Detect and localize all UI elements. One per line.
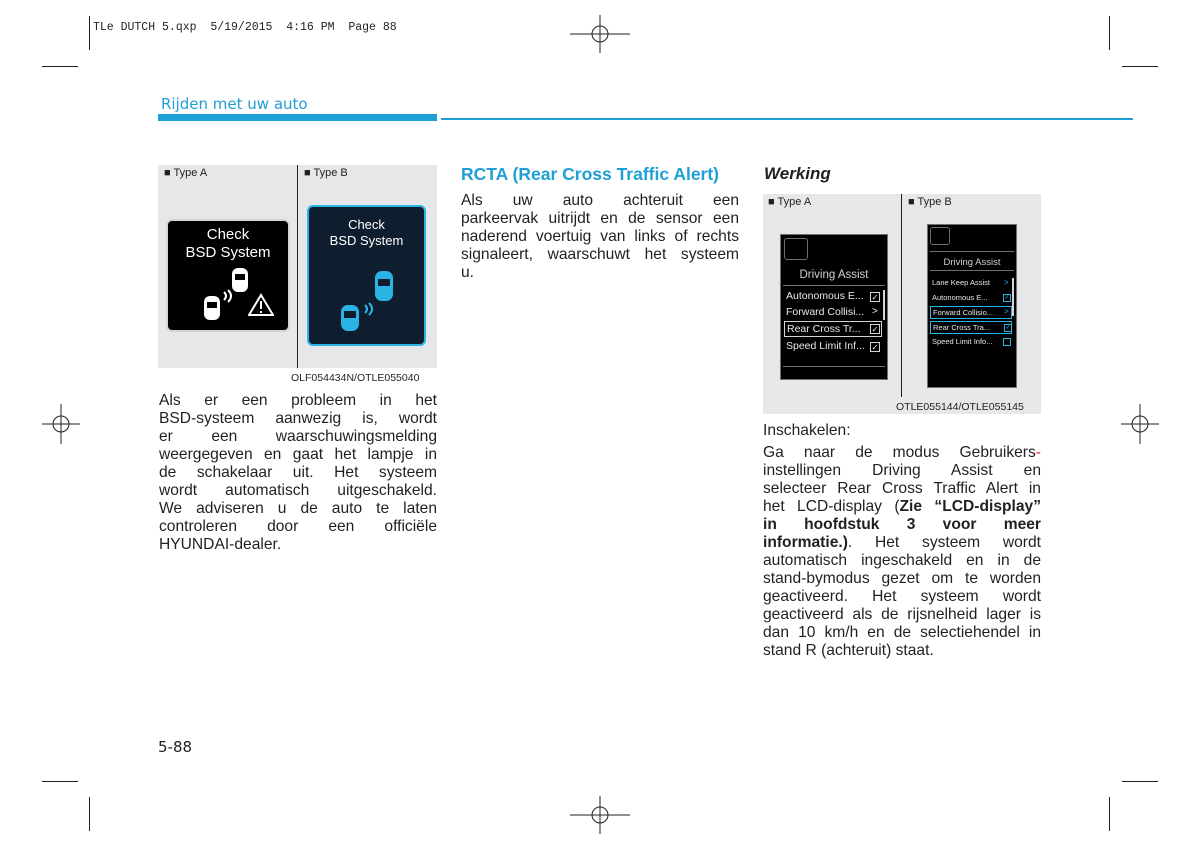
text-line: de schakelaar uit. Het systeem xyxy=(159,464,437,481)
text-fragment: het LCD-display ( xyxy=(763,498,900,515)
text-line: parkeervak uitrijdt en de sensor een xyxy=(461,210,739,227)
figure-divider xyxy=(297,165,298,368)
text-fragment: . Het systeem wordt xyxy=(847,534,1041,551)
print-slug: TLe DUTCH 5.qxp 5/19/2015 4:16 PM Page 88 xyxy=(93,21,397,34)
text-line: wordt automatisch uitgeschakeld. xyxy=(159,482,437,499)
registration-mark-icon xyxy=(570,15,630,53)
crop-mark xyxy=(42,66,78,67)
text-line xyxy=(763,444,1041,462)
registration-mark-icon xyxy=(42,404,80,444)
bsd-panel-type-a xyxy=(166,219,290,332)
type-a-text: Type A xyxy=(777,196,812,208)
text-line: geactiveerd. Het systeem wordt xyxy=(763,588,1041,605)
warning-triangle-icon xyxy=(248,293,274,317)
left-paragraph xyxy=(159,392,437,554)
menu-row-label: Rear Cross Tra... xyxy=(933,323,991,332)
menu-row-label: Forward Collisi... xyxy=(786,306,865,318)
menu-icon xyxy=(784,238,808,260)
text-line: Als er een probleem in het xyxy=(159,392,437,409)
menu-row[interactable] xyxy=(932,293,1012,305)
menu-row[interactable] xyxy=(786,290,882,304)
text-line: er een waarschuwingsmelding xyxy=(159,428,437,445)
text-line: stand-bymodus gezet om te worden xyxy=(763,570,1041,587)
text-line: geactiveerd als de rijsnelheid lager is xyxy=(763,606,1041,623)
type-a-label: ■ Type A xyxy=(164,167,208,179)
text-line xyxy=(763,498,1041,516)
scrollbar[interactable] xyxy=(1012,278,1014,316)
figure-code: OTLE055144/OTLE055145 xyxy=(896,401,1024,413)
crop-mark xyxy=(1122,66,1158,67)
werking-paragraph xyxy=(763,444,1041,660)
inschakelen-label: Inschakelen: xyxy=(763,422,851,439)
menu-row[interactable] xyxy=(932,278,1012,290)
crop-mark xyxy=(1122,781,1158,782)
text-line: HYUNDAI-dealer. xyxy=(159,536,282,553)
text-fragment: Ga naar de modus Gebruikers xyxy=(763,444,1036,461)
hyphen-mark: - xyxy=(1035,444,1041,461)
cross-reference: Zie “LCD-display” xyxy=(899,498,1041,515)
text-line: signaleert, waarschuwt het systeem xyxy=(461,246,739,263)
panel-line-1: Check xyxy=(206,226,250,243)
type-b-text: Type B xyxy=(917,196,952,208)
text-line: BSD-systeem aanwezig is, wordt xyxy=(159,410,437,427)
lcd-divider xyxy=(930,270,1014,271)
lcd-screen-type-b xyxy=(927,224,1017,388)
text-line: selecteer Rear Cross Traffic Alert in xyxy=(763,480,1041,497)
menu-row-label: Speed Limit Inf... xyxy=(786,340,865,352)
chevron-right-icon: > xyxy=(1004,278,1009,287)
checkbox-checked-icon: ✓ xyxy=(1005,325,1011,331)
crop-mark xyxy=(42,781,78,782)
checkbox-unchecked-icon xyxy=(1003,338,1011,346)
panel-line-2: BSD System xyxy=(329,233,404,248)
lcd-title: Driving Assist xyxy=(799,269,869,281)
checkbox-checked-icon: ✓ xyxy=(871,325,879,334)
text-line: weergegeven en gaat het lampje in xyxy=(159,446,437,463)
lcd-screen-type-a xyxy=(780,234,888,380)
header-rule-thick xyxy=(158,114,437,121)
panel-line-1: Check xyxy=(348,217,385,232)
menu-row-label: Speed Limit Info... xyxy=(932,337,993,346)
type-a-text: Type A xyxy=(173,167,208,179)
menu-row-selected[interactable] xyxy=(784,321,882,337)
panel-line-2: BSD System xyxy=(185,244,271,261)
menu-row[interactable] xyxy=(786,340,882,354)
rcta-heading: RCTA (Rear Cross Traffic Alert) xyxy=(461,164,720,184)
scrollbar[interactable] xyxy=(883,290,885,320)
registration-mark-icon xyxy=(1121,404,1159,444)
text-line: controleren door een officiële xyxy=(159,518,437,535)
menu-row-selected[interactable] xyxy=(930,306,1012,319)
section-title: Rijden met uw auto xyxy=(161,95,308,113)
chevron-right-icon: > xyxy=(1004,307,1009,316)
crop-mark xyxy=(1109,16,1110,50)
checkbox-checked-icon: ✓ xyxy=(871,343,879,352)
text-line xyxy=(763,534,1041,552)
text-line: stand R (achteruit) staat. xyxy=(763,642,934,659)
lcd-title: Driving Assist xyxy=(943,257,1001,268)
lcd-divider xyxy=(930,251,1014,252)
figure-divider xyxy=(901,194,902,397)
registration-mark-icon xyxy=(570,796,630,834)
header-rule-thin xyxy=(441,118,1133,120)
type-b-text: Type B xyxy=(313,167,348,179)
blind-spot-car-icon xyxy=(335,267,405,335)
checkbox-checked-icon: ✓ xyxy=(1004,295,1010,301)
rcta-paragraph xyxy=(461,192,739,282)
cross-reference: informatie.) xyxy=(763,534,848,551)
menu-row[interactable] xyxy=(786,306,882,320)
type-a-label: ■ Type A xyxy=(768,196,812,208)
menu-icon xyxy=(930,227,950,245)
menu-row-label: Autonomous E... xyxy=(932,293,988,302)
chevron-right-icon: > xyxy=(872,306,878,317)
type-b-label: ■ Type B xyxy=(304,167,348,179)
menu-row-label: Rear Cross Tr... xyxy=(787,323,861,335)
lcd-divider xyxy=(783,366,885,367)
text-line: u. xyxy=(461,264,475,281)
text-line: naderend voertuig van links of rechts xyxy=(461,228,739,245)
crop-mark xyxy=(89,797,90,831)
text-line: We adviseren u de auto te laten xyxy=(159,500,437,517)
werking-heading: Werking xyxy=(764,164,831,183)
text-line: dan 10 km/h en de selectiehendel in xyxy=(763,624,1041,641)
text-line: instellingen Driving Assist en xyxy=(763,462,1041,479)
lcd-divider xyxy=(783,285,885,286)
bsd-panel-type-b xyxy=(307,205,426,346)
text-line: in hoofdstuk 3 voor meer xyxy=(763,516,1041,533)
text-line: automatisch ingeschakeld en in de xyxy=(763,552,1041,569)
checkbox-checked-icon: ✓ xyxy=(871,293,879,302)
menu-row-label: Autonomous E... xyxy=(786,290,864,302)
type-b-label: ■ Type B xyxy=(908,196,952,208)
page-number: 5-88 xyxy=(158,738,193,756)
crop-mark xyxy=(89,16,90,50)
menu-row[interactable] xyxy=(932,337,1012,349)
figure-code: OLF054434N/OTLE055040 xyxy=(291,372,420,384)
menu-row-label: Lane Keep Assist xyxy=(932,278,990,287)
crop-mark xyxy=(1109,797,1110,831)
menu-row-label: Forward Collisio... xyxy=(933,308,994,317)
menu-row-selected[interactable] xyxy=(930,321,1012,334)
text-line: Als uw auto achteruit een xyxy=(461,192,739,209)
